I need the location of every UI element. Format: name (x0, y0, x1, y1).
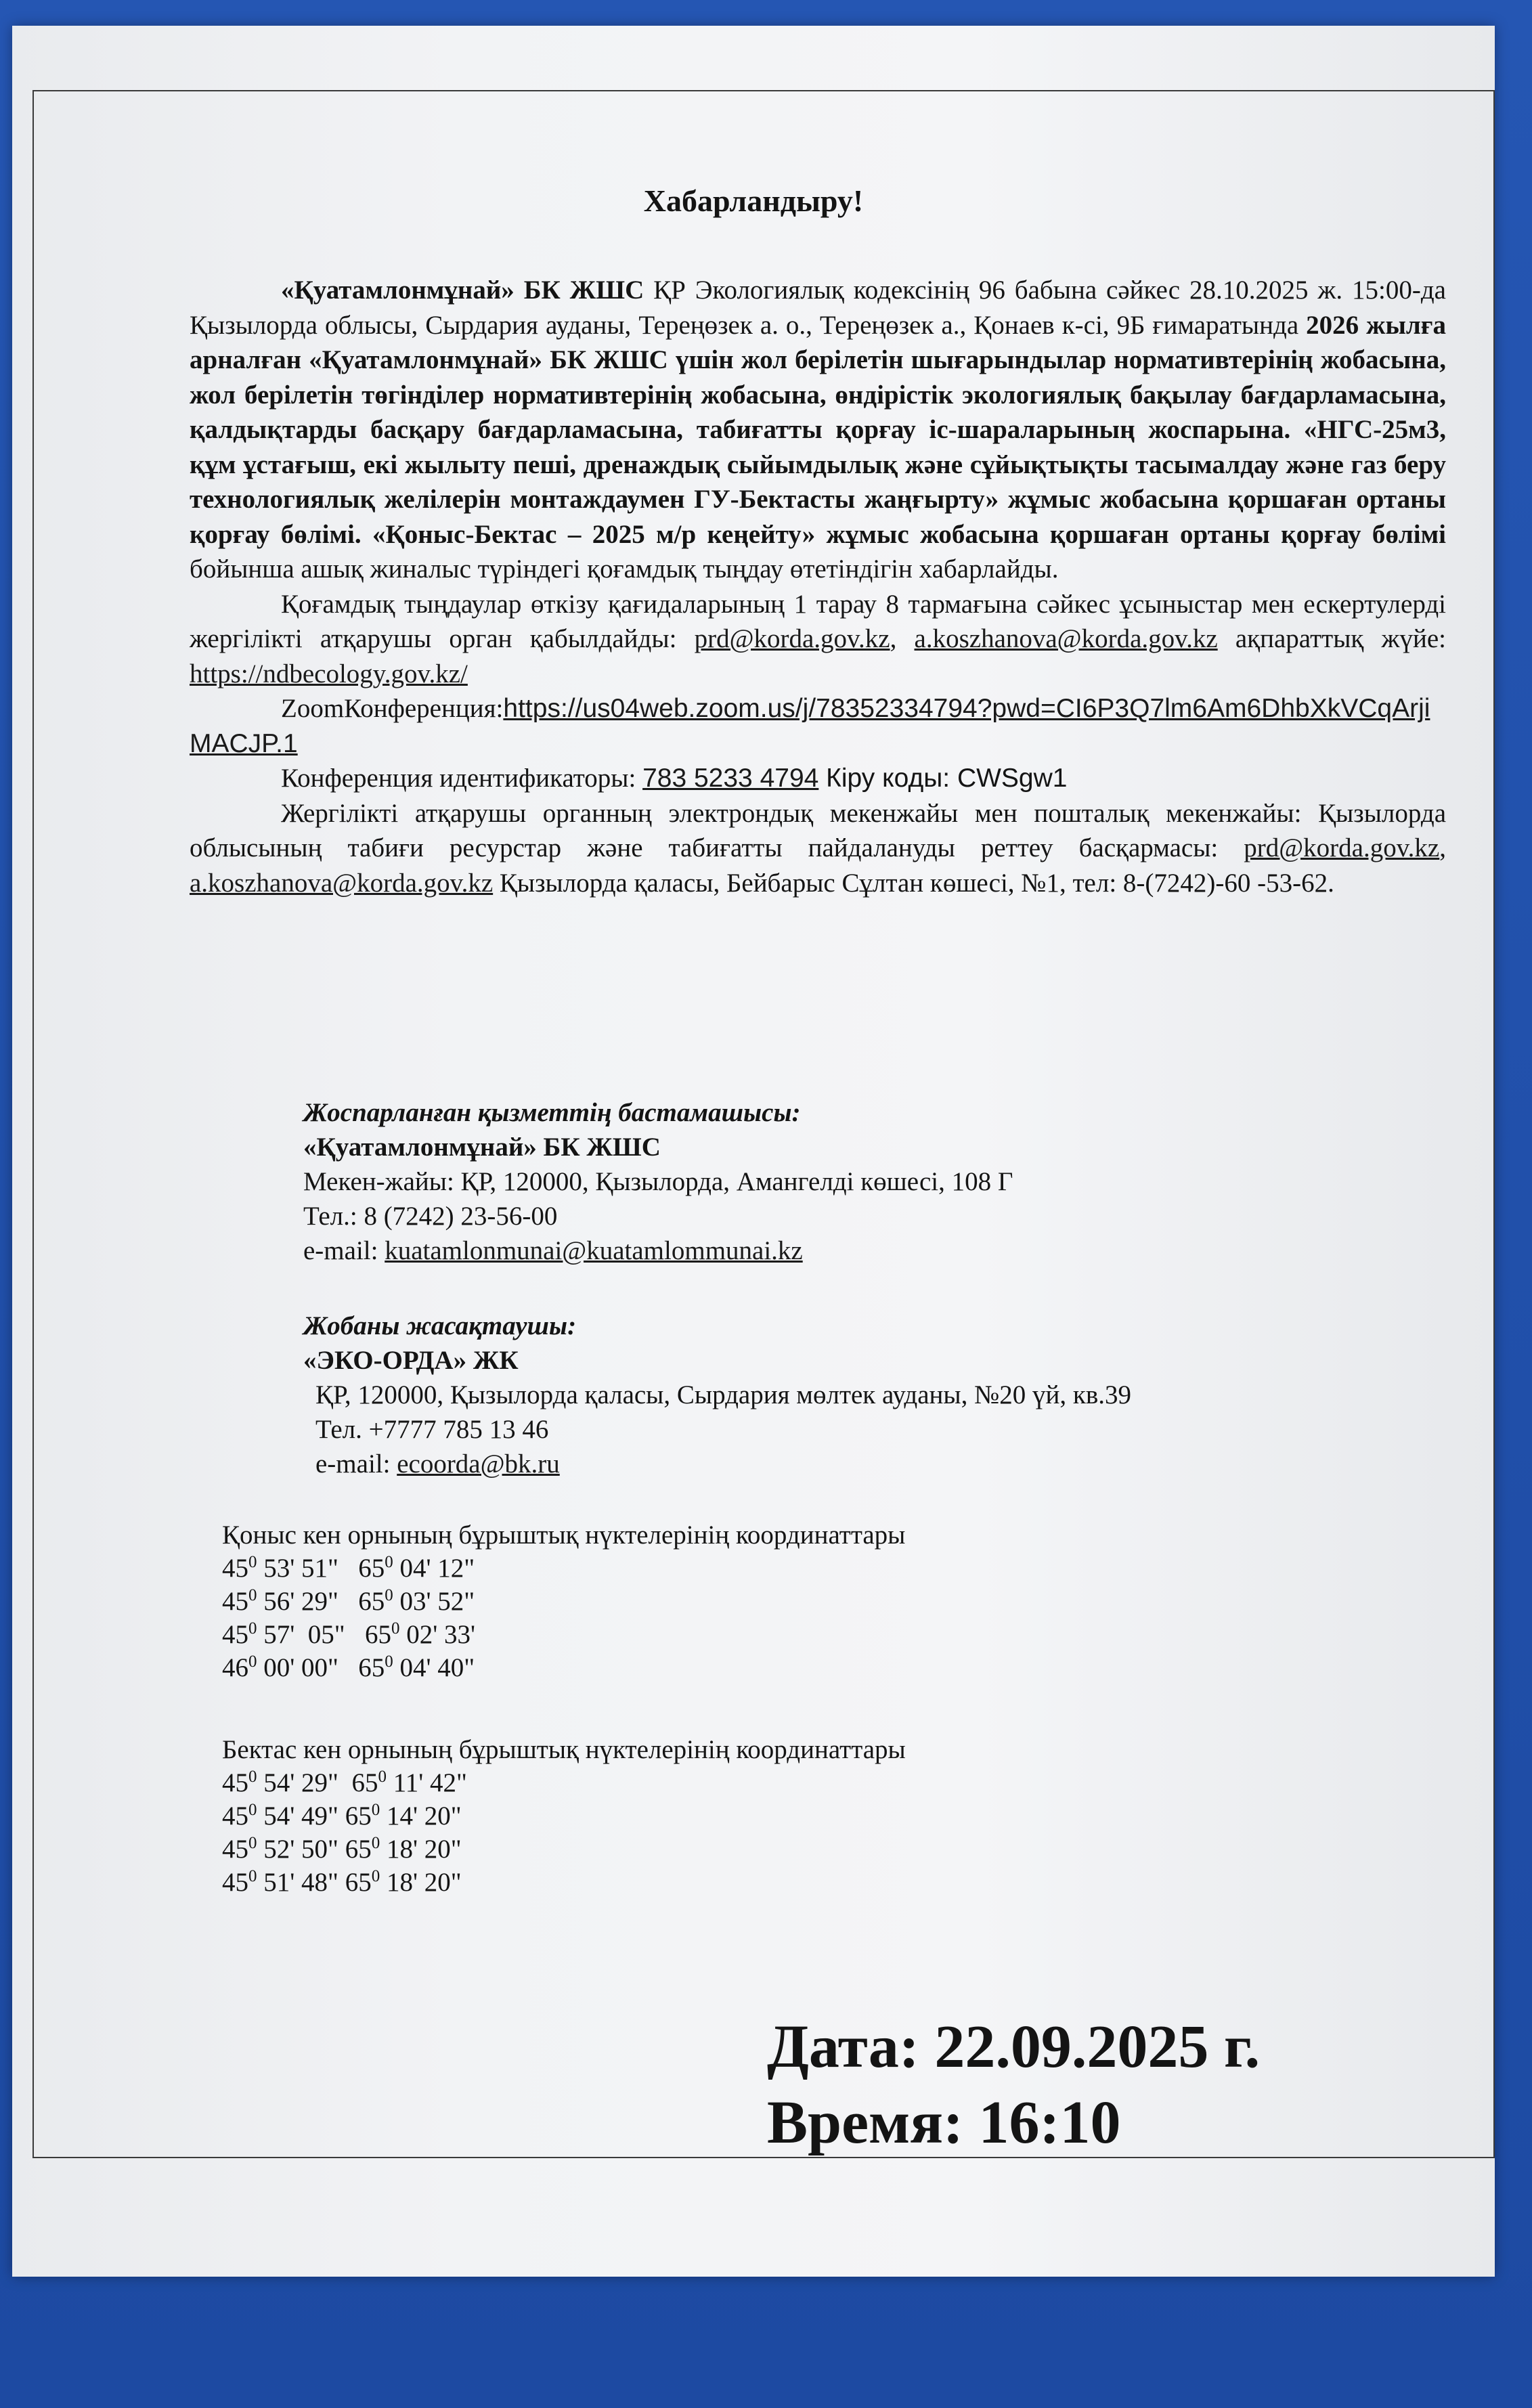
email-link-prd[interactable]: prd@korda.gov.kz (694, 624, 890, 653)
authority-text: Жергілікті атқарушы органның электрондық мекенжайы мен пошталық мекенжайы: Қызылорда облысының табиғи ресурстар және табиғатты пайдалануды реттеу басқармасы: (190, 798, 1446, 862)
konys-heading: Қоныс кен орнының бұрыштық нүктелерінің координаттары (222, 1520, 906, 1550)
email-link-koszhanova[interactable]: a.koszhanova@korda.gov.kz (914, 624, 1218, 653)
bektas-row: $45^0$ 54' 29" $65^0$ 11' 42" (222, 1768, 467, 1797)
developer-phone: Тел. +7777 785 13 46 (315, 1415, 549, 1444)
initiator-email-link[interactable]: kuatamlonmunai@kuatamlommunai.kz (385, 1236, 803, 1265)
separator-2: , (1439, 833, 1446, 862)
passcode-label: Кіру коды: (818, 764, 957, 793)
bektas-row: $45^0$ 52' 50" $65^0$ 18' 20" (222, 1834, 462, 1864)
separator: , (890, 624, 915, 653)
authority-address: Қызылорда қаласы, Бейбарыс Сұлтан көшесі, №1, тел: 8-(7242)-60 -53-62. (493, 868, 1334, 898)
date-time-stamp (767, 2009, 1260, 2161)
project-list: 2026 жылға арналған «Қуатамлонмұнай» БК ЖШС үшін жол берілетін шығарындылар нормативтерінің жобасына, жол берілетін төгінділер нормативтерінің жобасына, өндірістік экологиялық бақылау бағдарламасына, қалдықтарды басқару бағдарламасына, табиғатты қорғау іс-шараларының жоспарына. «НГС-25м3, құм ұстағыш, екі жылыту пеші, дренаждық сыйымдылық және сұйықтықты тасымалдау және газ беру технологиялық желілерін монтаждаумен ГУ-Бектасты жаңғырту» жұмыс жобасына қоршаған ортаны қорғау бөлімі. «Қоныс-Бектас – 2025 м/р кеңейту» жұмыс жобасына қоршаған ортаны қорғау бөлімі (190, 310, 1446, 549)
company-name: «Қуатамлонмұнай» БК ЖШС (281, 276, 654, 305)
ndbecology-link[interactable]: https://ndbecology.gov.kz/ (190, 659, 468, 688)
zoom-label: ZoomКонференция: (281, 694, 504, 723)
announcement-body (190, 273, 1446, 900)
initiator-email-row (303, 1233, 1013, 1268)
email-link-koszhanova-2[interactable]: a.koszhanova@korda.gov.kz (190, 868, 494, 898)
paragraph-main (190, 273, 1446, 587)
time-stamp: Время: 16:10 (767, 2089, 1121, 2156)
initiator-name: «Қуатамлонмұнай» БК ЖШС (303, 1133, 661, 1162)
info-system-label: ақпараттық жүйе: (1217, 624, 1446, 653)
developer-block (303, 1309, 1131, 1481)
document-title: Хабарландыру! (643, 183, 864, 218)
developer-heading: Жобаны жасақтаушы: (303, 1311, 577, 1340)
developer-name: «ЭКО-ОРДА» ЖК (303, 1346, 519, 1375)
passcode: CWSgw1 (957, 764, 1068, 793)
bektas-coordinates (222, 1733, 906, 1899)
developer-address: ҚР, 120000, Қызылорда қаласы, Сырдария мөлтек ауданы, №20 үй, кв.39 (315, 1380, 1132, 1409)
konys-row: $45^0$ 57' 05" $65^0$ 02' 33' (222, 1619, 476, 1649)
submissions-text: Қоғамдық тыңдаулар өткізу қағидаларының 1 тарау 8 тармағына сәйкес ұсыныстар мен ескертулерді жергілікті атқарушы орган қабылдайды: (190, 589, 1446, 653)
konys-coordinates (222, 1518, 905, 1684)
conference-id[interactable]: 783 5233 4794 (642, 764, 819, 793)
konys-row: $45^0$ 53' 51" $65^0$ 04' 12" (222, 1553, 475, 1583)
conference-id-label: Конференция идентификаторы: (281, 764, 643, 793)
developer-email-link[interactable]: ecoorda@bk.ru (397, 1449, 560, 1479)
email-label: e-mail: (315, 1449, 397, 1479)
initiator-address: Мекен-жайы: ҚР, 120000, Қызылорда, Амангелді көшесі, 108 Г (303, 1167, 1013, 1196)
document-content (12, 26, 1495, 2277)
paragraph-zoom (190, 691, 1446, 761)
initiator-phone: Тел.: 8 (7242) 23-56-00 (303, 1202, 558, 1231)
paragraph-submissions (190, 587, 1446, 692)
initiator-heading: Жоспарланған қызметтің бастамашысы: (303, 1098, 801, 1127)
hearing-type: бойынша ашық жиналыс түріндегі қоғамдық тыңдау өтетіндігін хабарлайды. (190, 554, 1059, 584)
bektas-heading: Бектас кен орнының бұрыштық нүктелерінің координаттары (222, 1735, 906, 1764)
bektas-row: $45^0$ 54' 49" $65^0$ 14' 20" (222, 1801, 462, 1831)
zoom-link[interactable]: https://us04web.zoom.us/j/78352334794?pwd=CI6P3Q7lm6Am6DhbXkVCqArjiMACJP.1 (190, 694, 1430, 758)
developer-email-row (303, 1447, 1131, 1481)
bektas-row: $45^0$ 51' 48" $65^0$ 18' 20" (222, 1867, 462, 1897)
paragraph-address (190, 796, 1446, 901)
konys-row: $46^0$ 00' 00" $65^0$ 04' 40" (222, 1652, 475, 1682)
konys-row: $45^0$ 56' 29" $65^0$ 03' 52" (222, 1586, 475, 1616)
hearing-details: ҚР Экологиялық кодексінің 96 бабына сәйкес 28.10.2025 ж. 15:00-да Қызылорда облысы, Сырдария ауданы, Тереңөзек а. о., Тереңөзек а., Қонаев к-сі, 9Б ғимаратында (190, 276, 1446, 340)
paragraph-conference (190, 761, 1446, 796)
email-label: e-mail: (303, 1236, 385, 1265)
document-sheet (12, 26, 1495, 2277)
initiator-block (303, 1095, 1013, 1268)
date-stamp: Дата: 22.09.2025 г. (767, 2013, 1261, 2080)
email-link-prd-2[interactable]: prd@korda.gov.kz (1244, 833, 1440, 862)
